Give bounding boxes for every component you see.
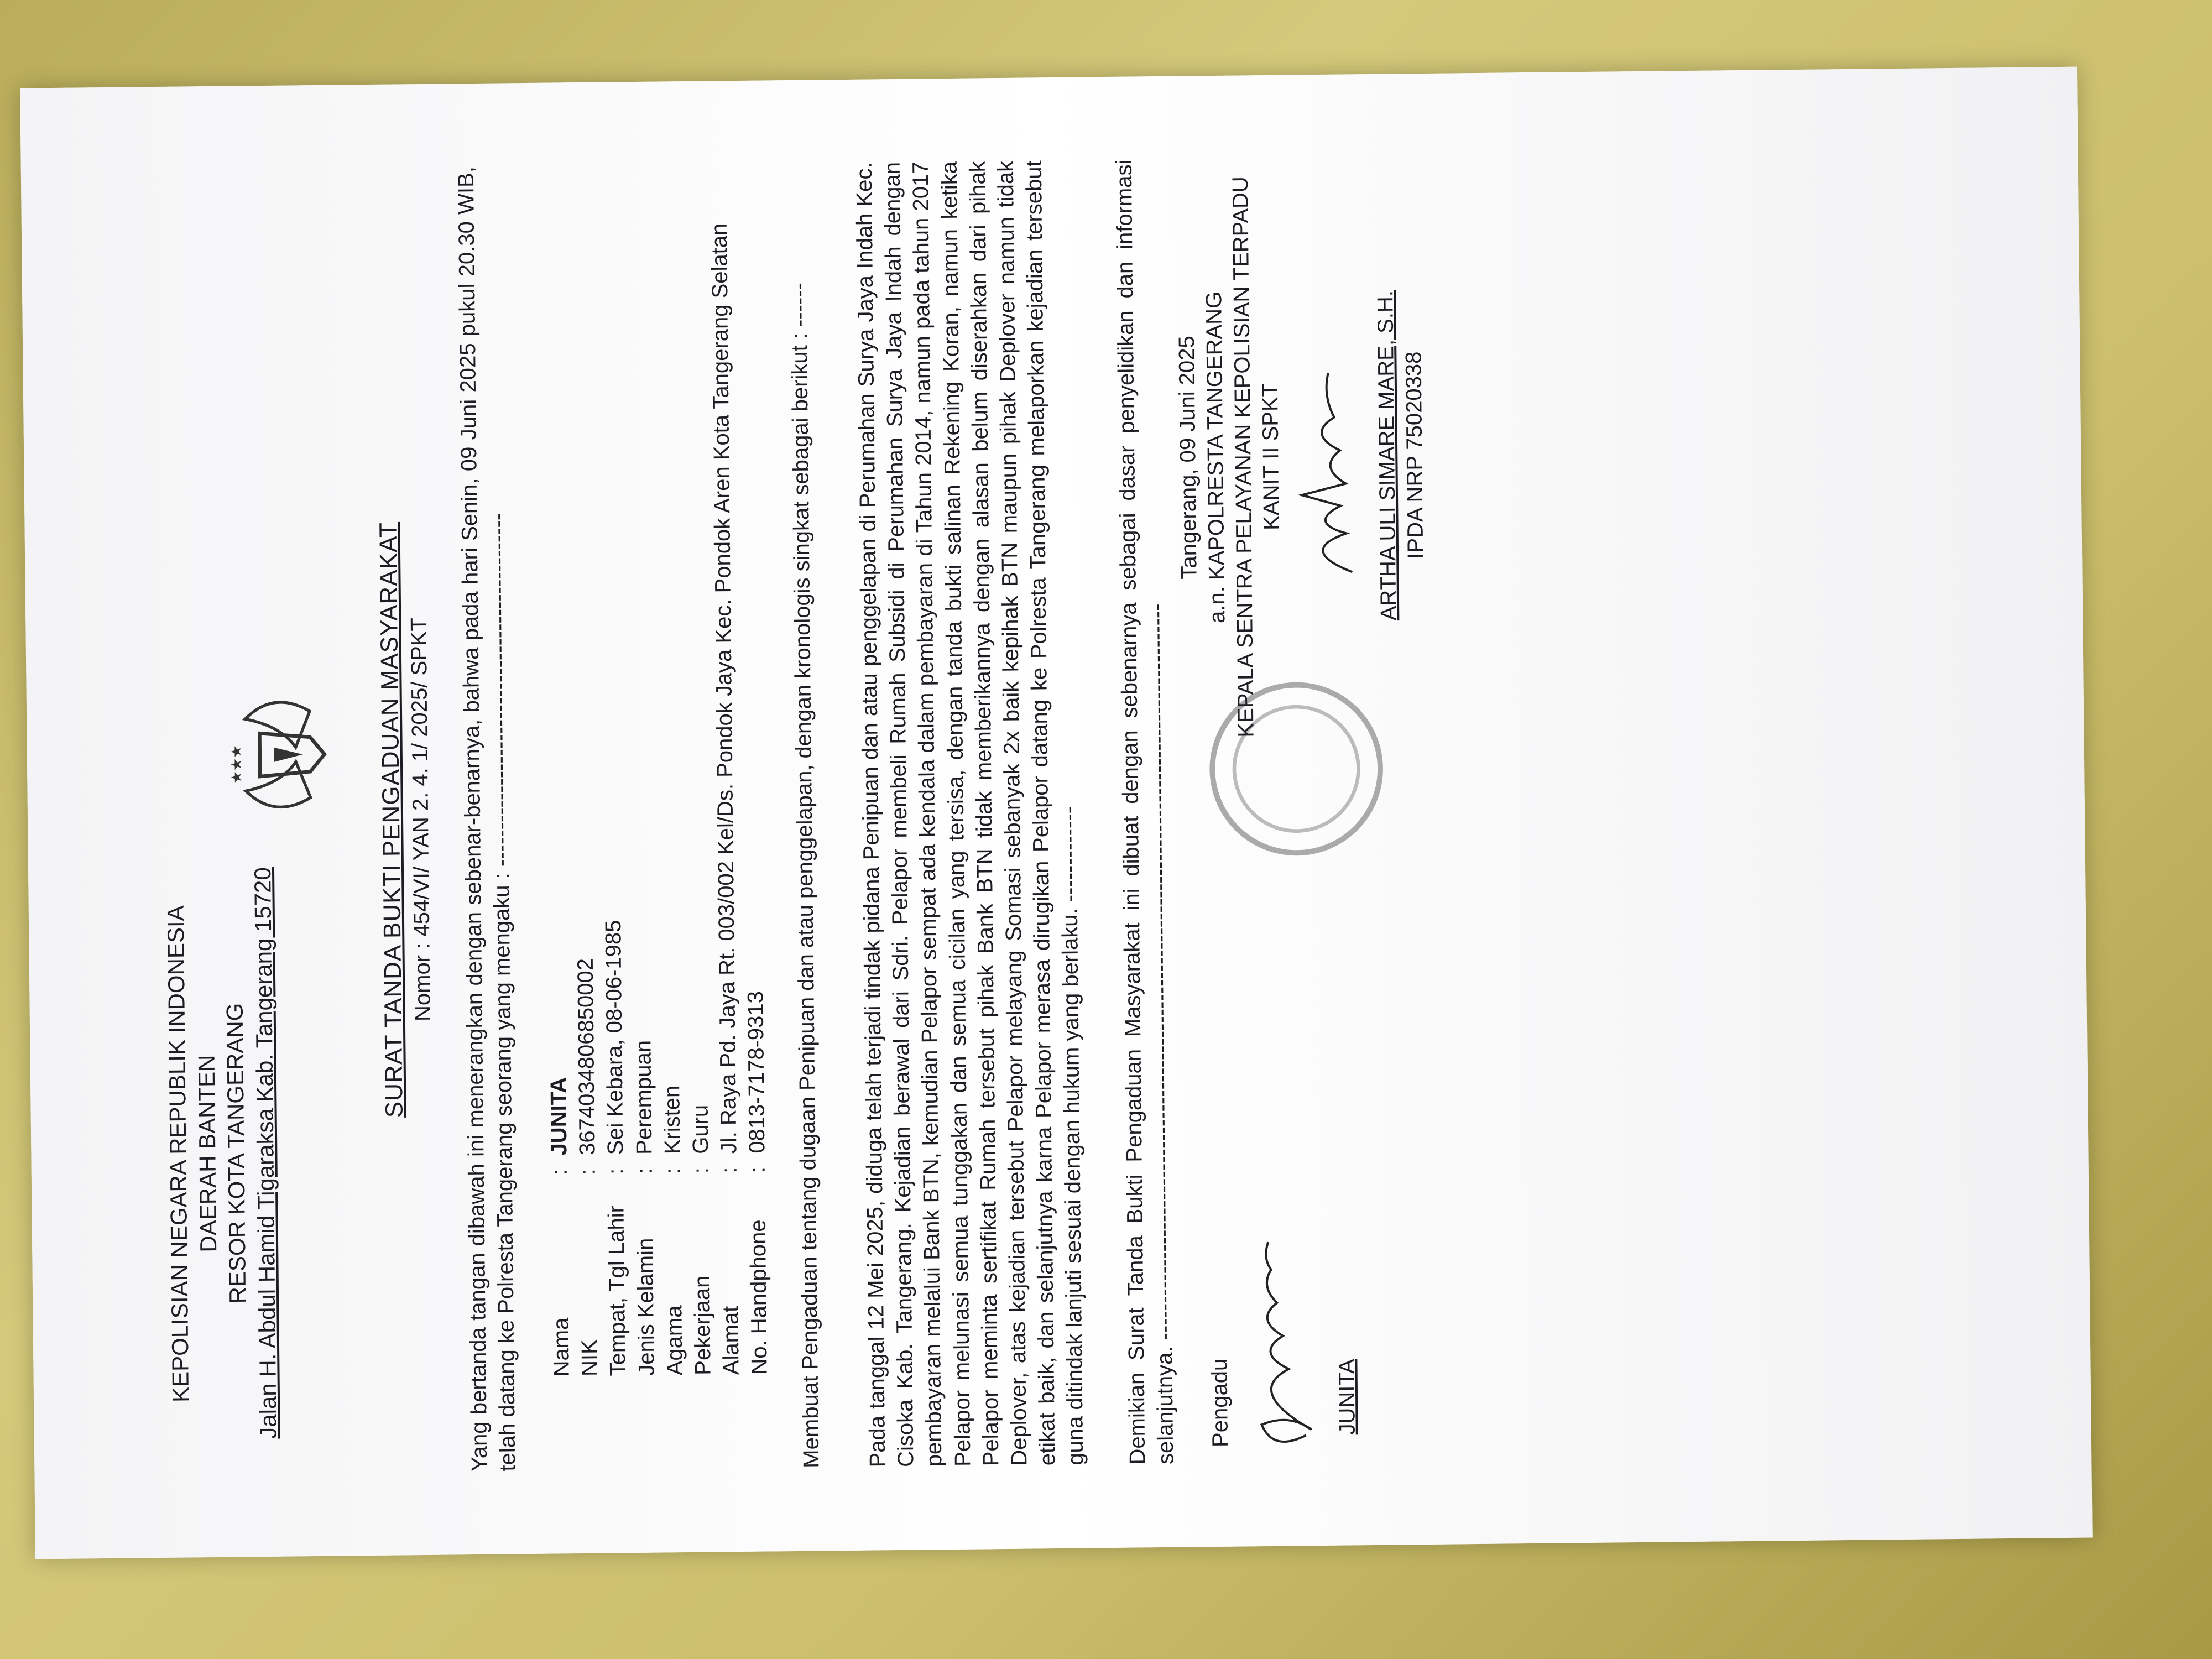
svg-text:★★★: ★★★ [227,745,245,784]
field-colon: : [604,1168,629,1175]
field-colon: : [745,1166,770,1173]
field-value: 0813-7178-9313 [743,990,770,1154]
field-label: NIK [577,1339,602,1377]
officer-unit: KEPALA SENTRA PELAYANAN KEPOLISIAN TERPADU [1228,176,1259,738]
closing-paragraph: Demikian Surat Tanda Bukti Pengaduan Masyarakat ini dibuat dengan sebenarnya sebagai dasar penyelidikan dan informasi selanjutnya. ---------------------------------------------------------------------------------------------------- [1112,159,1178,1465]
field-colon: : [632,1168,657,1175]
letterhead-address: Jalan H. Abdul Hamid Tigaraksa Kab. Tangerang 15720 [249,867,281,1439]
field-colon: : [547,1168,572,1176]
place-date: Tangerang, 09 Juni 2025 [1174,336,1202,580]
intro-paragraph: Yang bertanda tangan dibawah ini menerangkan dengan sebenar-benarnya, bahwa pada hari Senin, 09 Juni 2025 pukul 20.30 WIB, telah datang ke Polresta Tangerang seorang yang mengaku : ------------------------------------------------ [453,166,520,1472]
officer-rank: IPDA NRP 75020338 [1401,351,1428,559]
field-colon: : [688,1167,713,1174]
complainant-signature-block [1203,1126,1360,1458]
field-value: Jl. Raya Pd. Jaya Rt. 003/002 Kel/Ds. Pondok Jaya Kec. Pondok Aren Kota Tangerang Selatan [707,223,742,1154]
letterhead-line3: RESOR KOTA TANGERANG [221,1003,251,1304]
field-colon: : [717,1167,742,1174]
officer-name: ARTHA ULI SIMARE MARE, S.H. [1373,290,1401,621]
document-content [92,79,2020,1547]
field-value: 3674034806850002 [573,958,600,1156]
field-value: Kristen [659,1085,685,1155]
letterhead-line2: DAERAH BANTEN [192,1055,221,1253]
letterhead [160,821,284,1486]
officer-signature-block [1170,96,1432,817]
complainant-fields [535,158,775,1377]
document-number: Nomor : 454/VI/ YAN 2. 4. 1/ 2025/ SPKT [406,617,436,1022]
complainant-label: Pengadu [1207,1358,1233,1448]
field-label: Alamat [718,1306,744,1375]
field-label: No. Handphone [745,1219,772,1375]
complaint-statement: Membuat Pengaduan tentang dugaan Penipuan dan atau penggelapan, dengan kronologis singkat sebagai berikut : ------ [786,282,824,1468]
field-value: Guru [688,1104,713,1154]
field-colon: : [660,1167,685,1175]
title-block [368,95,443,1545]
document-paper [20,67,2093,1559]
field-label: Tempat, Tgl Lahir [604,1205,630,1376]
field-value: Perempuan [630,1040,656,1155]
on-behalf-of: a.n. KAPOLRESTA TANGERANG [1202,291,1230,624]
field-label: Jenis Kelamin [633,1238,659,1376]
field-label: Pekerjaan [690,1275,716,1375]
document-title: SURAT TANDA BUKTI PENGADUAN MASYARAKAT [374,521,408,1118]
field-label: Agama [662,1305,687,1376]
chronology-paragraph: Pada tanggal 12 Mei 2025, diduga telah terjadi tindak pidana Penipuan dan atau penggelapan di Perumahan Surya Jaya Indah Kec. Cisoka Kab. Tangerang. Kejadian berawal dari Sdri. Pelapor membeli Rumah Subsidi di Perumahan Surya Jaya Indah dengan pembayaran melalui Bank BTN, kemudian Pelapor sempat ada kendala dalam pembayaran di Tahun 2014, namun pada tahun 2017 Pelapor melunasi semua tunggakan dan semua cicilan yang tersisa, dengan tanda bukti salinan Rekening Koran, namun ketika Pelapor meminta sertifikat Rumah tersebut pihak Bank BTN tidak memberikannya dengan alasan belum diserahkan dari pihak Deplover, atas kejadian tersebut Pelapor melayang Somasi sebanyak 2x baik kepihak BTN maupun pihak Deplover namun tidak etikat baik, dan selanjutnya karna Pelapor merasa dirugikan Pelapor datang ke Polresta Tangerang melaporkan kejadian tersebut guna ditindak lanjuti sesuai dengan hukum yang berlaku. ------------- [852,160,1088,1468]
police-emblem-icon [208,682,354,827]
field-value: Sei Kebara, 08-06-1985 [601,920,628,1155]
officer-unit-sub: KANIT II SPKT [1258,383,1284,531]
letterhead-line1: KEPOLISIAN NEGARA REPUBLIK INDONESIA [162,905,194,1403]
field-label: Nama [549,1317,574,1377]
complainant-name: JUNITA [1334,1359,1360,1435]
officer-signature [1284,317,1375,584]
field-value: JUNITA [546,1077,572,1156]
field-colon: : [575,1168,600,1175]
complainant-signature [1221,1225,1334,1458]
